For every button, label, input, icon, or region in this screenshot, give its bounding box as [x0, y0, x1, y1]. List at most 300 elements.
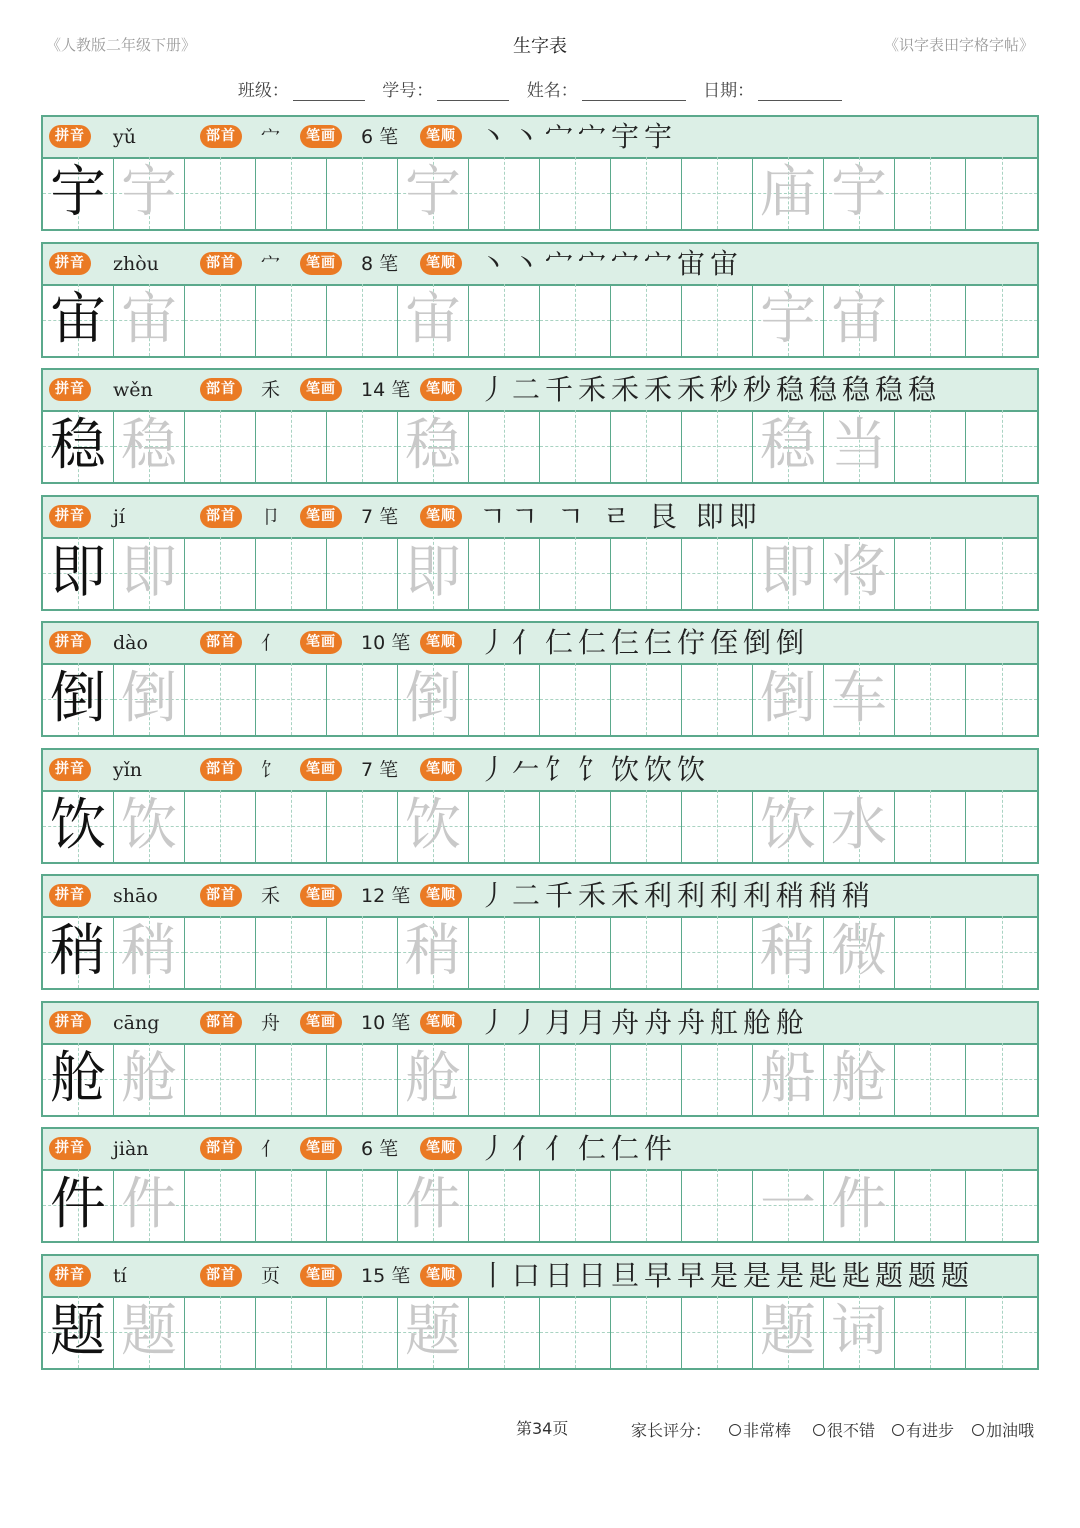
stroke-count-badge: 笔画: [300, 378, 342, 401]
practice-cell[interactable]: [682, 790, 753, 862]
practice-cell[interactable]: [611, 537, 682, 609]
radical-value: 页: [261, 1264, 281, 1287]
model-character: 倒: [50, 666, 106, 731]
stroke-count-value: 7 笔: [361, 758, 399, 781]
practice-cell[interactable]: [256, 157, 327, 229]
radical-value: 宀: [261, 252, 281, 275]
practice-cell[interactable]: [327, 284, 398, 356]
practice-cell[interactable]: [540, 1043, 611, 1115]
practice-cell[interactable]: [895, 410, 966, 482]
practice-cell[interactable]: [540, 663, 611, 735]
trace-character: 稳: [760, 413, 816, 478]
practice-cell[interactable]: [256, 790, 327, 862]
stroke-order-badge: 笔顺: [420, 252, 462, 275]
radical-badge: 部首: [200, 252, 242, 275]
practice-cell[interactable]: [540, 410, 611, 482]
practice-cell[interactable]: [256, 663, 327, 735]
pinyin-value: yǐn: [113, 758, 143, 781]
model-char-cell[interactable]: [43, 284, 114, 356]
character-entry: [41, 368, 1039, 484]
trace-character: 宇: [831, 160, 887, 225]
tianzige-grid: [43, 157, 1037, 229]
radical-badge: 部首: [200, 884, 242, 907]
stroke-count-badge: 笔画: [300, 884, 342, 907]
pinyin-value: cāng: [113, 1011, 160, 1034]
pinyin-value: tí: [113, 1264, 127, 1287]
trace-char-cell[interactable]: [398, 1043, 469, 1115]
practice-cell[interactable]: [682, 157, 753, 229]
trace-char-cell[interactable]: [114, 663, 185, 735]
pinyin-value: jí: [113, 505, 125, 528]
trace-character: 微: [831, 919, 887, 984]
practice-cell[interactable]: [185, 790, 256, 862]
trace-char-cell[interactable]: [398, 1296, 469, 1368]
practice-cell[interactable]: [611, 663, 682, 735]
radio-circle-icon[interactable]: [892, 1424, 904, 1436]
practice-cell[interactable]: [540, 1169, 611, 1241]
practice-cell[interactable]: [540, 284, 611, 356]
practice-cell[interactable]: [327, 1043, 398, 1115]
word-trace-cell[interactable]: [753, 157, 824, 229]
trace-char-cell[interactable]: [398, 410, 469, 482]
model-char-cell[interactable]: [43, 1296, 114, 1368]
radical-value: 禾: [261, 885, 281, 907]
practice-cell[interactable]: [895, 1043, 966, 1115]
trace-character: 船: [760, 1045, 816, 1111]
character-entry: [41, 115, 1039, 231]
practice-cell[interactable]: [611, 1169, 682, 1241]
practice-cell[interactable]: [469, 1296, 540, 1368]
pinyin-value: shāo: [113, 885, 158, 907]
pinyin-badge: 拼音: [49, 884, 91, 907]
word-trace-cell[interactable]: [753, 537, 824, 609]
practice-cell[interactable]: [611, 284, 682, 356]
word-trace-cell[interactable]: [753, 790, 824, 862]
stroke-order-sequence: 丿𠂉饣饣饮饮饮: [479, 752, 711, 786]
practice-cell[interactable]: [966, 663, 1037, 735]
stroke-order-badge: 笔顺: [420, 758, 462, 781]
practice-cell[interactable]: [682, 916, 753, 988]
trace-character: 即: [405, 539, 461, 605]
model-char-cell[interactable]: [43, 1043, 114, 1115]
page-number: 第34页: [516, 1419, 569, 1438]
student-info-bar: [0, 76, 1080, 101]
practice-cell[interactable]: [895, 157, 966, 229]
class-blank[interactable]: [293, 82, 365, 101]
rating-option-improving[interactable]: 有进步: [892, 1418, 954, 1441]
trace-character: 稍: [760, 919, 816, 984]
practice-cell[interactable]: [327, 1296, 398, 1368]
radical-badge: 部首: [200, 505, 242, 528]
model-character: 宙: [50, 286, 106, 352]
practice-cell[interactable]: [895, 284, 966, 356]
pinyin-badge: 拼音: [49, 252, 91, 275]
rating-option-good[interactable]: 很不错: [813, 1418, 875, 1441]
practice-cell[interactable]: [611, 790, 682, 862]
word-trace-cell[interactable]: [753, 410, 824, 482]
stroke-count-value: 10 笔: [361, 1011, 411, 1034]
rating-option-keep-going[interactable]: 加油哦: [972, 1418, 1034, 1441]
trace-character: 舱: [405, 1045, 461, 1111]
practice-cell[interactable]: [327, 1169, 398, 1241]
entry-header: [43, 1003, 1037, 1045]
practice-cell[interactable]: [895, 916, 966, 988]
trace-char-cell[interactable]: [398, 1169, 469, 1241]
practice-cell[interactable]: [256, 410, 327, 482]
practice-cell[interactable]: [256, 916, 327, 988]
pinyin-badge: 拼音: [49, 125, 91, 148]
student-id-field[interactable]: [382, 76, 509, 101]
word-trace-cell[interactable]: [824, 410, 895, 482]
tianzige-grid: [43, 537, 1037, 609]
trace-character: 件: [121, 1172, 177, 1237]
practice-cell[interactable]: [469, 157, 540, 229]
practice-cell[interactable]: [611, 157, 682, 229]
stroke-order-sequence: ㄱㄱ ㄱ ㄹ 艮 即即: [479, 499, 762, 533]
stroke-order-badge: 笔顺: [420, 378, 462, 401]
practice-cell[interactable]: [540, 1296, 611, 1368]
stroke-order-sequence: 丿二千禾禾禾禾秒秒稳稳稳稳稳: [479, 373, 942, 406]
character-entry: [41, 621, 1039, 737]
tianzige-grid: [43, 790, 1037, 862]
stroke-order-badge: 笔顺: [420, 125, 462, 148]
date-blank[interactable]: [758, 82, 842, 101]
practice-cell[interactable]: [469, 1043, 540, 1115]
parent-rating-label: 家长评分：: [631, 1421, 712, 1440]
trace-char-cell[interactable]: [114, 1043, 185, 1115]
model-char-cell[interactable]: [43, 157, 114, 229]
radical-value: 饣: [261, 758, 281, 781]
page-footer: [0, 1412, 1080, 1442]
pinyin-badge: 拼音: [49, 1011, 91, 1034]
practice-cell[interactable]: [682, 1169, 753, 1241]
practice-cell[interactable]: [611, 1043, 682, 1115]
stroke-count-badge: 笔画: [300, 1011, 342, 1034]
trace-char-cell[interactable]: [398, 790, 469, 862]
practice-cell[interactable]: [966, 1169, 1037, 1241]
word-trace-cell[interactable]: [824, 157, 895, 229]
word-trace-cell[interactable]: [824, 663, 895, 735]
stroke-count-badge: 笔画: [300, 252, 342, 275]
practice-cell[interactable]: [611, 1296, 682, 1368]
practice-cell[interactable]: [966, 284, 1037, 356]
practice-cell[interactable]: [895, 1296, 966, 1368]
trace-character: 稳: [405, 413, 461, 478]
word-trace-cell[interactable]: [824, 1296, 895, 1368]
practice-cell[interactable]: [256, 1296, 327, 1368]
character-entry: [41, 874, 1039, 990]
character-entry: [41, 1001, 1039, 1117]
practice-cell[interactable]: [966, 790, 1037, 862]
tianzige-grid: [43, 1043, 1037, 1115]
radical-badge: 部首: [200, 125, 242, 148]
trace-char-cell[interactable]: [114, 410, 185, 482]
word-trace-cell[interactable]: [824, 284, 895, 356]
stroke-count-value: 6 笔: [361, 126, 399, 148]
practice-cell[interactable]: [540, 916, 611, 988]
character-entry: [41, 1254, 1039, 1370]
practice-cell[interactable]: [540, 537, 611, 609]
name-blank[interactable]: [582, 82, 686, 101]
book-title: 《人教版二年级下册》: [46, 36, 197, 54]
practice-cell[interactable]: [256, 1043, 327, 1115]
practice-cell[interactable]: [966, 157, 1037, 229]
practice-cell[interactable]: [682, 410, 753, 482]
rating-option-excellent[interactable]: 非常棒: [729, 1418, 791, 1441]
trace-character: 倒: [121, 666, 177, 731]
practice-cell[interactable]: [966, 1296, 1037, 1368]
entry-header: [43, 370, 1037, 412]
radical-badge: 部首: [200, 1011, 242, 1034]
trace-character: 车: [831, 666, 887, 731]
stroke-count-value: 15 笔: [361, 1264, 411, 1287]
practice-cell[interactable]: [895, 537, 966, 609]
trace-char-cell[interactable]: [114, 790, 185, 862]
practice-cell[interactable]: [185, 284, 256, 356]
radical-value: 禾: [261, 379, 281, 401]
practice-cell[interactable]: [327, 410, 398, 482]
trace-char-cell[interactable]: [398, 663, 469, 735]
practice-cell[interactable]: [966, 537, 1037, 609]
trace-character: 题: [760, 1298, 816, 1364]
stroke-count-value: 8 笔: [361, 252, 399, 275]
trace-character: 即: [760, 539, 816, 605]
name-field[interactable]: [527, 76, 686, 101]
stroke-order-sequence: 丿亻亻仁仁件: [479, 1132, 678, 1165]
stroke-count-badge: 笔画: [300, 1137, 342, 1160]
stroke-order-badge: 笔顺: [420, 631, 462, 654]
practice-cell[interactable]: [469, 663, 540, 735]
name-label: 姓名：: [526, 81, 578, 101]
trace-char-cell[interactable]: [398, 157, 469, 229]
radical-badge: 部首: [200, 1137, 242, 1160]
pinyin-badge: 拼音: [49, 758, 91, 781]
pinyin-badge: 拼音: [49, 1264, 91, 1287]
pinyin-badge: 拼音: [49, 378, 91, 401]
trace-character: 宇: [121, 160, 177, 225]
trace-character: 将: [831, 539, 887, 605]
practice-cell[interactable]: [895, 790, 966, 862]
entry-header: [43, 876, 1037, 918]
trace-character: 宇: [405, 160, 461, 225]
tianzige-grid: [43, 1169, 1037, 1241]
trace-character: 当: [831, 413, 887, 478]
radical-value: 舟: [261, 1011, 281, 1034]
trace-character: 宙: [121, 286, 177, 352]
practice-cell[interactable]: [469, 284, 540, 356]
practice-cell[interactable]: [185, 410, 256, 482]
practice-cell[interactable]: [469, 410, 540, 482]
radio-circle-icon[interactable]: [813, 1424, 825, 1436]
trace-character: 宇: [760, 286, 816, 352]
trace-char-cell[interactable]: [398, 284, 469, 356]
trace-character: 饮: [121, 792, 177, 858]
pinyin-value: jiàn: [113, 1138, 149, 1160]
practice-cell[interactable]: [682, 1043, 753, 1115]
practice-cell[interactable]: [327, 790, 398, 862]
trace-character: 稍: [405, 919, 461, 984]
model-character: 稍: [50, 919, 106, 984]
practice-cell[interactable]: [185, 1169, 256, 1241]
model-character: 稳: [50, 413, 106, 478]
practice-cell[interactable]: [185, 1043, 256, 1115]
radical-badge: 部首: [200, 758, 242, 781]
entry-header: [43, 623, 1037, 665]
model-character: 即: [50, 539, 106, 605]
practice-cell[interactable]: [256, 537, 327, 609]
word-trace-cell[interactable]: [753, 284, 824, 356]
character-entry: [41, 495, 1039, 611]
radical-value: 亻: [261, 632, 281, 654]
word-trace-cell[interactable]: [753, 1043, 824, 1115]
trace-char-cell[interactable]: [114, 1296, 185, 1368]
trace-char-cell[interactable]: [114, 1169, 185, 1241]
practice-cell[interactable]: [682, 284, 753, 356]
word-trace-cell[interactable]: [824, 1043, 895, 1115]
practice-cell[interactable]: [682, 537, 753, 609]
practice-cell[interactable]: [682, 1296, 753, 1368]
pinyin-value: wěn: [113, 379, 153, 401]
practice-cell[interactable]: [540, 157, 611, 229]
practice-cell[interactable]: [682, 663, 753, 735]
trace-char-cell[interactable]: [114, 916, 185, 988]
practice-cell[interactable]: [256, 284, 327, 356]
practice-cell[interactable]: [185, 663, 256, 735]
stroke-count-badge: 笔画: [300, 1264, 342, 1287]
radical-value: 亻: [261, 1138, 281, 1160]
stroke-count-value: 14 笔: [361, 379, 411, 401]
stroke-order-badge: 笔顺: [420, 1011, 462, 1034]
practice-cell[interactable]: [327, 916, 398, 988]
trace-character: 词: [831, 1298, 887, 1364]
trace-char-cell[interactable]: [114, 537, 185, 609]
trace-character: 稳: [121, 413, 177, 478]
stroke-count-value: 12 笔: [361, 885, 411, 907]
character-entry: [41, 242, 1039, 358]
trace-character: 倒: [760, 666, 816, 731]
stroke-order-badge: 笔顺: [420, 884, 462, 907]
page-header: [0, 30, 1080, 60]
pinyin-badge: 拼音: [49, 505, 91, 528]
practice-cell[interactable]: [256, 1169, 327, 1241]
trace-character: 宙: [831, 286, 887, 352]
practice-cell[interactable]: [185, 157, 256, 229]
trace-character: 倒: [405, 666, 461, 731]
trace-character: 件: [831, 1172, 887, 1237]
character-entry: [41, 748, 1039, 864]
pinyin-value: dào: [113, 632, 148, 654]
trace-character: 即: [121, 539, 177, 605]
trace-char-cell[interactable]: [114, 157, 185, 229]
stroke-count-value: 7 笔: [361, 505, 399, 528]
model-character: 件: [50, 1172, 106, 1237]
model-char-cell[interactable]: [43, 1169, 114, 1241]
word-trace-cell[interactable]: [824, 1169, 895, 1241]
practice-cell[interactable]: [966, 410, 1037, 482]
trace-char-cell[interactable]: [398, 916, 469, 988]
trace-character: 宙: [405, 286, 461, 352]
word-trace-cell[interactable]: [753, 1169, 824, 1241]
entry-header: [43, 1129, 1037, 1171]
model-character: 题: [50, 1298, 106, 1364]
practice-cell[interactable]: [327, 537, 398, 609]
model-char-cell[interactable]: [43, 663, 114, 735]
stroke-order-sequence: 丿丿月月舟舟舟舡舱舱: [479, 1005, 810, 1039]
model-character: 宇: [50, 160, 106, 225]
entry-header: [43, 497, 1037, 539]
pinyin-badge: 拼音: [49, 631, 91, 654]
stroke-count-badge: 笔画: [300, 505, 342, 528]
trace-character: 饮: [405, 792, 461, 858]
radio-circle-icon[interactable]: [972, 1424, 984, 1436]
practice-cell[interactable]: [185, 537, 256, 609]
date-field[interactable]: [703, 76, 842, 101]
class-field[interactable]: [238, 76, 365, 101]
word-trace-cell[interactable]: [824, 916, 895, 988]
page-title: 生字表: [513, 36, 567, 57]
practice-cell[interactable]: [185, 1296, 256, 1368]
radio-circle-icon[interactable]: [729, 1424, 741, 1436]
stroke-count-badge: 笔画: [300, 631, 342, 654]
student-id-blank[interactable]: [437, 82, 509, 101]
practice-cell[interactable]: [327, 663, 398, 735]
word-trace-cell[interactable]: [753, 1296, 824, 1368]
stroke-count-value: 10 笔: [361, 632, 411, 654]
model-char-cell[interactable]: [43, 537, 114, 609]
stroke-count-badge: 笔画: [300, 758, 342, 781]
practice-cell[interactable]: [895, 1169, 966, 1241]
practice-cell[interactable]: [469, 1169, 540, 1241]
character-table: [41, 115, 1039, 1380]
stroke-count-badge: 笔画: [300, 125, 342, 148]
practice-cell[interactable]: [611, 916, 682, 988]
practice-cell[interactable]: [469, 537, 540, 609]
tianzige-grid: [43, 916, 1037, 988]
radical-badge: 部首: [200, 631, 242, 654]
practice-cell[interactable]: [540, 790, 611, 862]
word-trace-cell[interactable]: [753, 916, 824, 988]
stroke-count-value: 6 笔: [361, 1138, 399, 1160]
practice-cell[interactable]: [895, 663, 966, 735]
student-id-label: 学号：: [382, 81, 434, 101]
word-trace-cell[interactable]: [753, 663, 824, 735]
model-char-cell[interactable]: [43, 916, 114, 988]
trace-char-cell[interactable]: [398, 537, 469, 609]
tianzige-grid: [43, 1296, 1037, 1368]
word-trace-cell[interactable]: [824, 790, 895, 862]
trace-char-cell[interactable]: [114, 284, 185, 356]
radical-badge: 部首: [200, 378, 242, 401]
date-label: 日期：: [703, 81, 755, 101]
radical-badge: 部首: [200, 1264, 242, 1287]
practice-cell[interactable]: [966, 916, 1037, 988]
practice-cell[interactable]: [327, 157, 398, 229]
practice-cell[interactable]: [185, 916, 256, 988]
word-trace-cell[interactable]: [824, 537, 895, 609]
trace-character: 水: [831, 792, 887, 858]
practice-cell[interactable]: [469, 916, 540, 988]
entry-header: [43, 117, 1037, 159]
trace-character: 件: [405, 1172, 461, 1237]
practice-cell[interactable]: [611, 410, 682, 482]
practice-cell[interactable]: [966, 1043, 1037, 1115]
tianzige-grid: [43, 663, 1037, 735]
trace-character: 题: [405, 1298, 461, 1364]
trace-character: 稍: [121, 919, 177, 984]
model-char-cell[interactable]: [43, 410, 114, 482]
practice-cell[interactable]: [469, 790, 540, 862]
model-char-cell[interactable]: [43, 790, 114, 862]
